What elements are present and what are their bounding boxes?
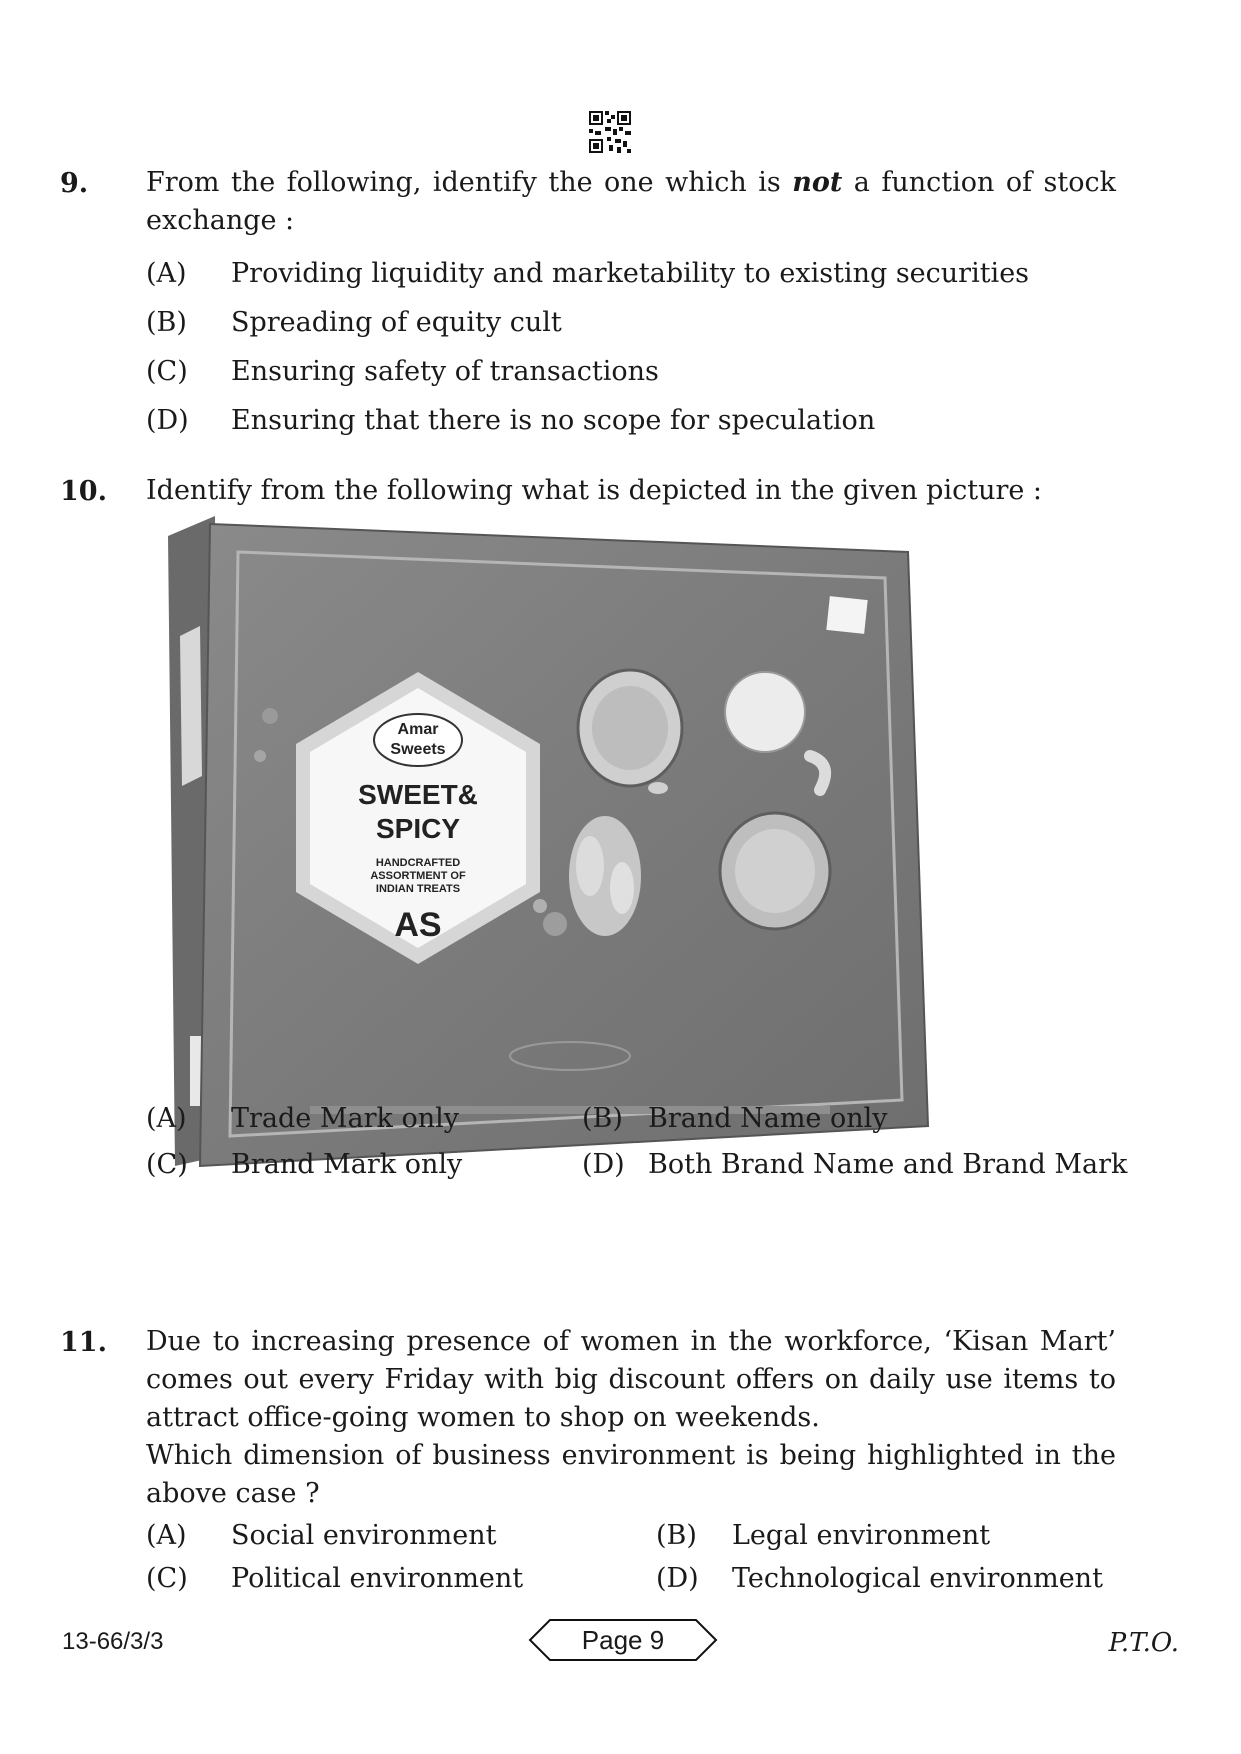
option-text: Political environment bbox=[231, 1563, 524, 1594]
paper-code: 13-66/3/3 bbox=[62, 1628, 164, 1655]
question-text: Identify from the following what is depicted in the given picture : bbox=[146, 475, 1043, 506]
option-text: Providing liquidity and marketability to existing securities bbox=[231, 258, 1030, 289]
option-label: (C) bbox=[146, 1563, 188, 1594]
option-c[interactable] bbox=[146, 1146, 462, 1184]
option-label: (C) bbox=[146, 356, 188, 387]
option-text: Legal environment bbox=[732, 1520, 991, 1551]
option-label: (A) bbox=[146, 1520, 187, 1551]
option-a[interactable] bbox=[146, 255, 1029, 293]
option-c[interactable] bbox=[146, 1560, 523, 1598]
option-a[interactable] bbox=[146, 1517, 496, 1555]
option-label: (B) bbox=[582, 1103, 623, 1134]
option-text: Both Brand Name and Brand Mark bbox=[648, 1149, 1128, 1180]
option-b[interactable] bbox=[582, 1100, 888, 1138]
option-text: Social environment bbox=[231, 1520, 497, 1551]
product-subtitle-1: HANDCRAFTED bbox=[375, 857, 461, 869]
option-text: Spreading of equity cult bbox=[231, 307, 562, 338]
qr-code-icon bbox=[589, 111, 631, 153]
option-text: Brand Name only bbox=[648, 1103, 888, 1134]
brand-mark-logo: AS bbox=[394, 906, 442, 944]
option-d[interactable] bbox=[582, 1146, 1127, 1184]
product-subtitle-3: INDIAN TREATS bbox=[375, 883, 461, 895]
product-title-line2: SPICY bbox=[375, 813, 461, 844]
option-label: (A) bbox=[146, 258, 187, 289]
option-b[interactable] bbox=[656, 1517, 990, 1555]
option-label: (C) bbox=[146, 1149, 188, 1180]
option-label: (B) bbox=[146, 307, 187, 338]
option-d[interactable] bbox=[656, 1560, 1103, 1598]
option-text: Technological environment bbox=[732, 1563, 1103, 1594]
question-text: Due to increasing presence of women in the workforce, ‘Kisan Mart’ comes out every Friday with big discount offers on daily use items to attract office-going women to shop on weekends. bbox=[146, 1326, 1116, 1433]
option-label: (D) bbox=[656, 1563, 699, 1594]
option-label: (D) bbox=[146, 405, 189, 436]
product-title-line1: SWEET& bbox=[358, 779, 478, 810]
page-number-badge bbox=[528, 1618, 718, 1662]
question-number: 10. bbox=[60, 476, 107, 507]
option-c[interactable] bbox=[146, 353, 659, 391]
option-a[interactable] bbox=[146, 1100, 459, 1138]
option-d[interactable] bbox=[146, 402, 875, 440]
option-text: Ensuring that there is no scope for speculation bbox=[231, 405, 876, 436]
question-text bbox=[146, 164, 1116, 240]
product-subtitle-2: ASSORTMENT OF bbox=[370, 870, 466, 882]
question-number: 11. bbox=[60, 1327, 107, 1358]
question-text-end: a function of stock exchange : bbox=[146, 167, 1116, 236]
option-text: Ensuring safety of transactions bbox=[231, 356, 659, 387]
option-label: (A) bbox=[146, 1103, 187, 1134]
product-box-image bbox=[160, 516, 930, 1176]
option-b[interactable] bbox=[146, 304, 562, 342]
question-emphasis: not bbox=[792, 167, 843, 198]
option-label: (D) bbox=[582, 1149, 625, 1180]
brand-name-top: Amar bbox=[397, 721, 439, 738]
page-number: Page 9 bbox=[581, 1625, 665, 1655]
option-label: (B) bbox=[656, 1520, 697, 1551]
question-number: 9. bbox=[60, 168, 89, 199]
question-text-start: From the following, identify the one which is bbox=[146, 167, 793, 198]
option-text: Trade Mark only bbox=[231, 1103, 459, 1134]
pto-label: P.T.O. bbox=[1108, 1628, 1179, 1658]
question-text-2: Which dimension of business environment is being highlighted in the above case ? bbox=[146, 1440, 1116, 1509]
brand-name-bottom: Sweets bbox=[390, 741, 446, 758]
option-text: Brand Mark only bbox=[231, 1149, 463, 1180]
